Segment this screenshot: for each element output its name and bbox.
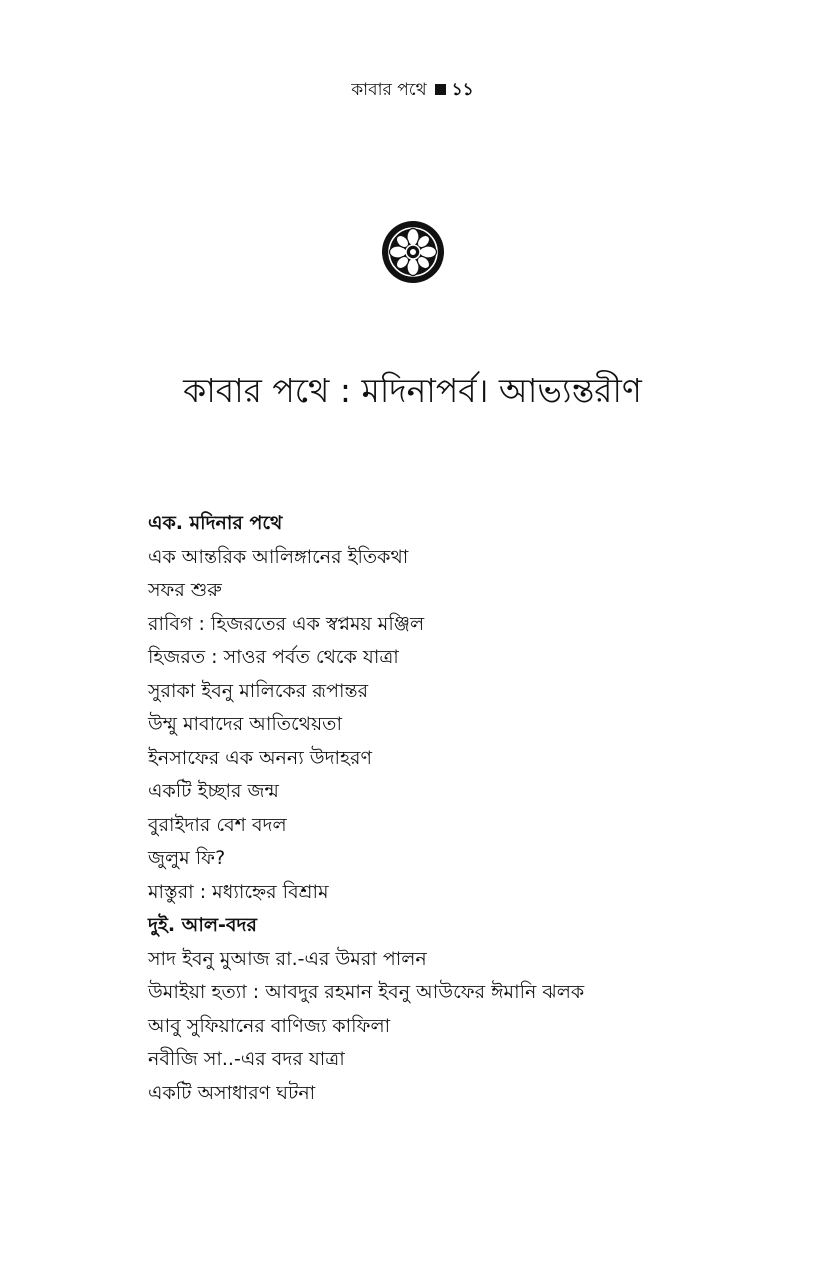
chapter-title: কাবার পথে : মদিনাপর্ব। আভ্যন্তরীণ [183, 371, 642, 410]
toc-entry: হিজরত : সাওর পর্বত থেকে যাত্রা [148, 646, 399, 668]
table-of-contents [148, 507, 768, 1110]
toc-section-heading: এক. মদিনার পথে [148, 512, 283, 534]
toc-entry: একটি ইচ্ছার জন্ম [148, 780, 279, 802]
page-number: ১১ [451, 80, 474, 100]
running-header [0, 78, 825, 102]
toc-entry: ইনসাফের এক অনন্য উদাহরণ [148, 746, 372, 769]
floral-medallion-icon [381, 220, 445, 284]
toc-entry: উমাইয়া হত্যা : আবদুর রহমান ইবনু আউফের ঈমানি ঝলক [148, 981, 585, 1003]
toc-entry: সাদ ইবনু মুআজ রা.-এর উমরা পালন [148, 947, 427, 970]
square-bullet-icon [435, 84, 446, 95]
running-header-title: কাবার পথে [351, 80, 427, 100]
toc-entry: জুলুম ফি? [148, 847, 226, 869]
toc-entry: আবু সুফিয়ানের বাণিজ্য কাফিলা [148, 1014, 391, 1037]
toc-entry: বুরাইদার বেশ বদল [148, 813, 287, 836]
toc-entry: একটি অসাধারণ ঘটনা [148, 1081, 316, 1104]
toc-entry: রাবিগ : হিজরতের এক স্বপ্নময় মঞ্জিল [148, 612, 425, 635]
toc-section-heading: দুই. আল-বদর [148, 914, 257, 936]
toc-entry: সফর শুরু [148, 579, 222, 601]
toc-entry: এক আন্তরিক আলিঙ্গানের ইতিকথা [148, 545, 409, 568]
toc-entry: নবীজি সা..-এর বদর যাত্রা [148, 1048, 345, 1070]
toc-entry: উম্মু মাবাদের আতিথেয়তা [148, 713, 342, 735]
toc-entry: মাস্তুরা : মধ্যাহ্নের বিশ্রাম [148, 880, 329, 903]
toc-entry: সুরাকা ইবনু মালিকের রূপান্তর [148, 679, 369, 702]
